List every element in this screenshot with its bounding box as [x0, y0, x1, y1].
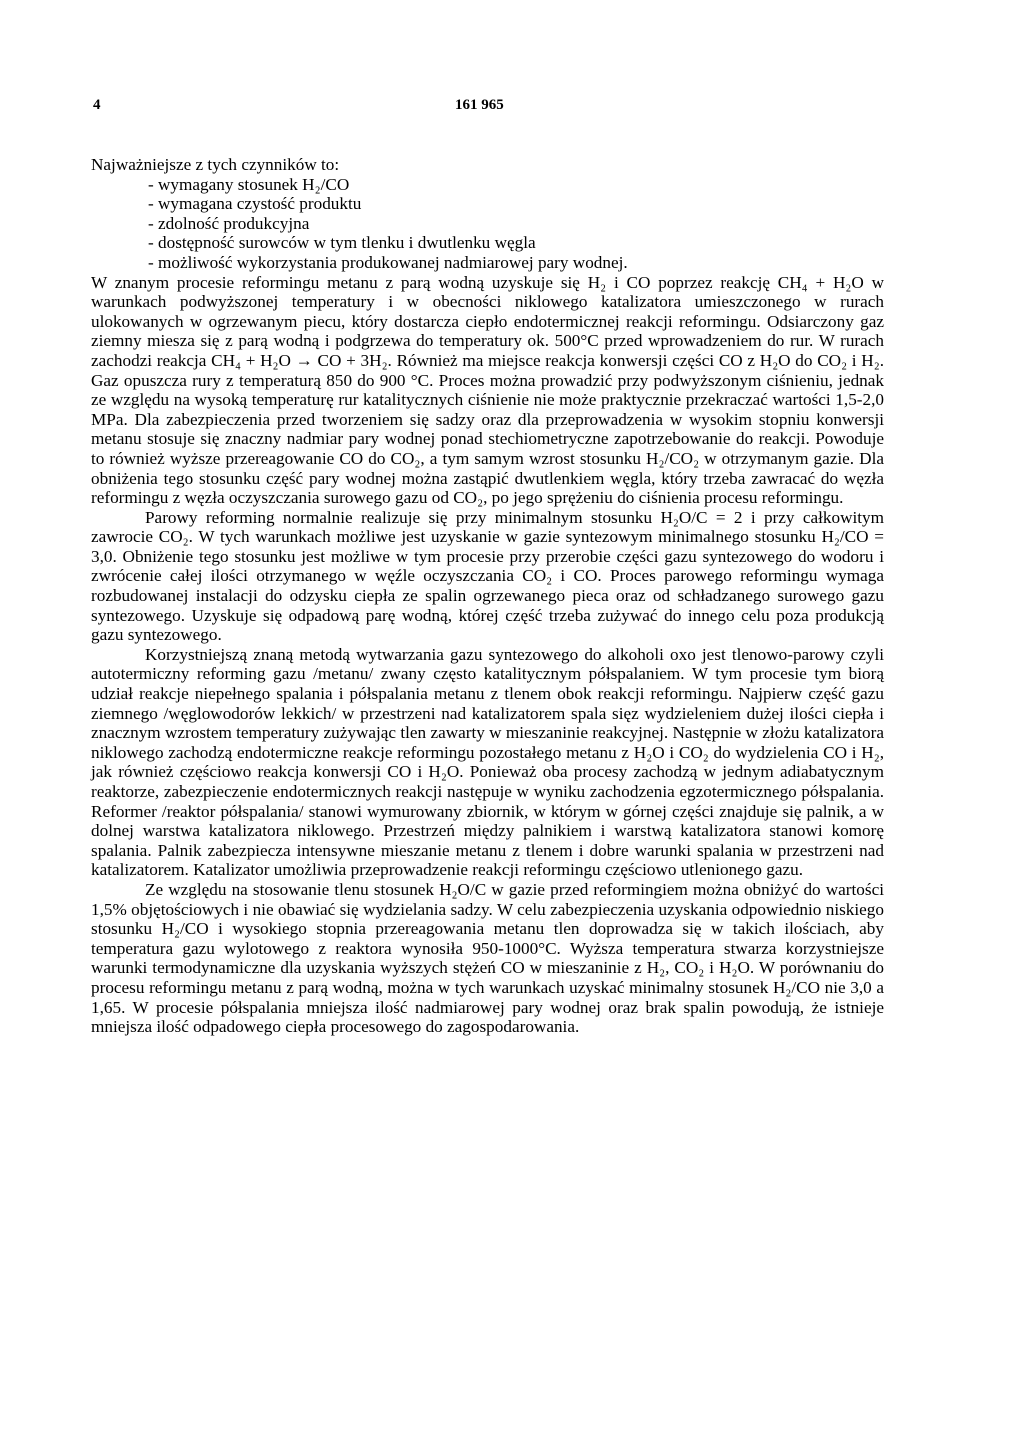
- factors-list: [148, 175, 884, 273]
- paragraph-steam-reforming-conditions: Parowy reforming normalnie realizuje się przy minimalnym stosunku H₂O/C = 2 i przy całkowitym zawrocie CO₂. W tych warunkach możliwe jest uzyskanie w gazie syntezowym minimalnego stosunku H₂/CO = 3,0. Obniżenie tego stosunku jest możliwe w tym procesie przy przerobie części gazu syntezowego do wodoru i zwrócenie całej ilości otrzymanego w węźle oczyszczania CO₂ i CO. Proces parowego reformingu wymaga rozbudowanej instalacji do odzysku ciepła ze spalin ogrzewanego pieca oraz od schładzanego surowego gazu syntezowego. Uzyskuje się odpadową parę wodną, której część trzeba zużywać do innego celu poza produkcją gazu syntezowego.: [91, 507, 884, 645]
- list-item: - wymagany stosunek H₂/CO: [148, 174, 350, 194]
- paragraph-oxygen-advantages: Ze względu na stosowanie tlenu stosunek H₂O/C w gazie przed reformingiem można obniżyć do wartości 1,5% objętościowych i nie obawiać się wydzielania sadzy. W celu zabezpieczenia uzyskania odpowiednio niskiego stosunku H₂/CO i wysokiego stopnia przereagowania metanu tlen doprowadza się w takich ilościach, aby temperatura gazu wylotowego z reaktora wynosiła 950-1000°C. Wyższa temperatura stwarza korzystniejsze warunki termodynamiczne dla uzyskania wyższych stężeń CO w mieszaninie z H₂, CO₂ i H₂O. W porównaniu do procesu reformingu metanu z parą wodną, można w tych warunkach uzyskać minimalny stosunek H₂/CO nie 3,0 a 1,65. W procesie półspalania mniejsza ilość nadmiarowej pary wodnej oraz brak spalin powodują, że istnieje mniejsza ilość odpadowego ciepła procesowego do zagospodarowania.: [91, 879, 884, 1037]
- document-body: [91, 155, 884, 1037]
- list-item: - dostępność surowców w tym tlenku i dwutlenku węgla: [148, 233, 536, 253]
- paragraph-autothermal-reforming: Korzystniejszą znaną metodą wytwarzania gazu syntezowego do alkoholi oxo jest tlenowo-parowy czyli autotermiczny reforming gazu /metanu/ zwany często katalitycznym półspalaniem. W tym procesie tym biorą udział reakcje niepełnego spalania i półspalania metanu z tlenem obok reakcji reformingu. Najpierw część gazu ziemnego /węglowodorów lekkich/ w przestrzeni nad katalizatorem spala sięz wydzieleniem dużej ilości ciepła i znacznym wzrostem temperatury zużywając tlen zawarty w mieszaninie reakcyjnej. Następnie w złożu katalizatora niklowego zachodzą endotermiczne reakcje reformingu pozostałego metanu z H₂O i CO₂ do wydzielenia CO i H₂, jak również częściowo reakcja konwersji CO i H₂O. Ponieważ oba procesy zachodzą w jednym adiabatycznym reaktorze, zabezpieczenie endotermicznych reakcji następuje w wyniku zachodzenia egzotermicznego półspalania. Reformer /reaktor półspalania/ stanowi wymurowany zbiornik, w którym w górnej części znajduje się palnik, a w dolnej warstwa katalizatora niklowego. Przestrzeń między palnikiem i warstwą katalizatora stanowi komorę spalania. Palnik zabezpiecza intensywne mieszanie metanu z tlenem i dobre warunki spalania w przestrzeni nad katalizatorem. Katalizator umożliwia przeprowadzenie reakcji reformingu częściowo utlenionego gazu.: [91, 644, 884, 880]
- list-item: - możliwość wykorzystania produkowanej nadmiarowej pary wodnej.: [148, 252, 628, 272]
- factors-intro: Najważniejsze z tych czynników to:: [91, 155, 340, 174]
- list-item: - wymagana czystość produktu: [148, 194, 362, 214]
- page-number: 4: [93, 97, 101, 113]
- paragraph-steam-reforming: W znanym procesie reformingu metanu z parą wodną uzyskuje się H₂ i CO poprzez reakcję CH₄ + H₂O w warunkach podwyższonej temperatury i w obecności niklowego katalizatora umieszczonego w rurach ulokowanych w ogrzewanym piecu, który dostarcza ciepło endotermicznej reakcji reformingu. Odsiarczony gaz ziemny miesza się z parą wodną i podgrzewa do temperatury ok. 500°C przed wprowadzeniem do rur. W rurach zachodzi reakcja CH₄ + H₂O → CO + 3H₂. Również ma miejsce reakcja konwersji części CO z H₂O do CO₂ i H₂. Gaz opuszcza rury z temperaturą 850 do 900 °C. Proces można prowadzić przy podwyższonym ciśnieniu, jednak ze względu na wysoką temperaturę rur katalitycznych ciśnienie nie może praktycznie przekraczać wartości 1,5-2,0 MPa. Dla zabezpieczenia przed tworzeniem się sadzy oraz dla przeprowadzenia w wysokim stopniu konwersji metanu stosuje się znaczny nadmiar pary wodnej ponad stechiometryczne zapotrzebowanie do reakcji. Powoduje to również wyższe przereagowanie CO do CO₂, a tym samym wzrost stosunku H₂/CO₂ w otrzymanym gazie. Dla obniżenia tego stosunku część pary wodnej można zastąpić dwutlenkiem węgla, który trzeba zawracać do węzła reformingu z węzła oczyszczania surowego gazu od CO₂, po jego sprężeniu do ciśnienia procesu reformingu.: [91, 272, 884, 508]
- list-item: - zdolność produkcyjna: [148, 213, 310, 233]
- patent-number: 161 965: [455, 97, 504, 113]
